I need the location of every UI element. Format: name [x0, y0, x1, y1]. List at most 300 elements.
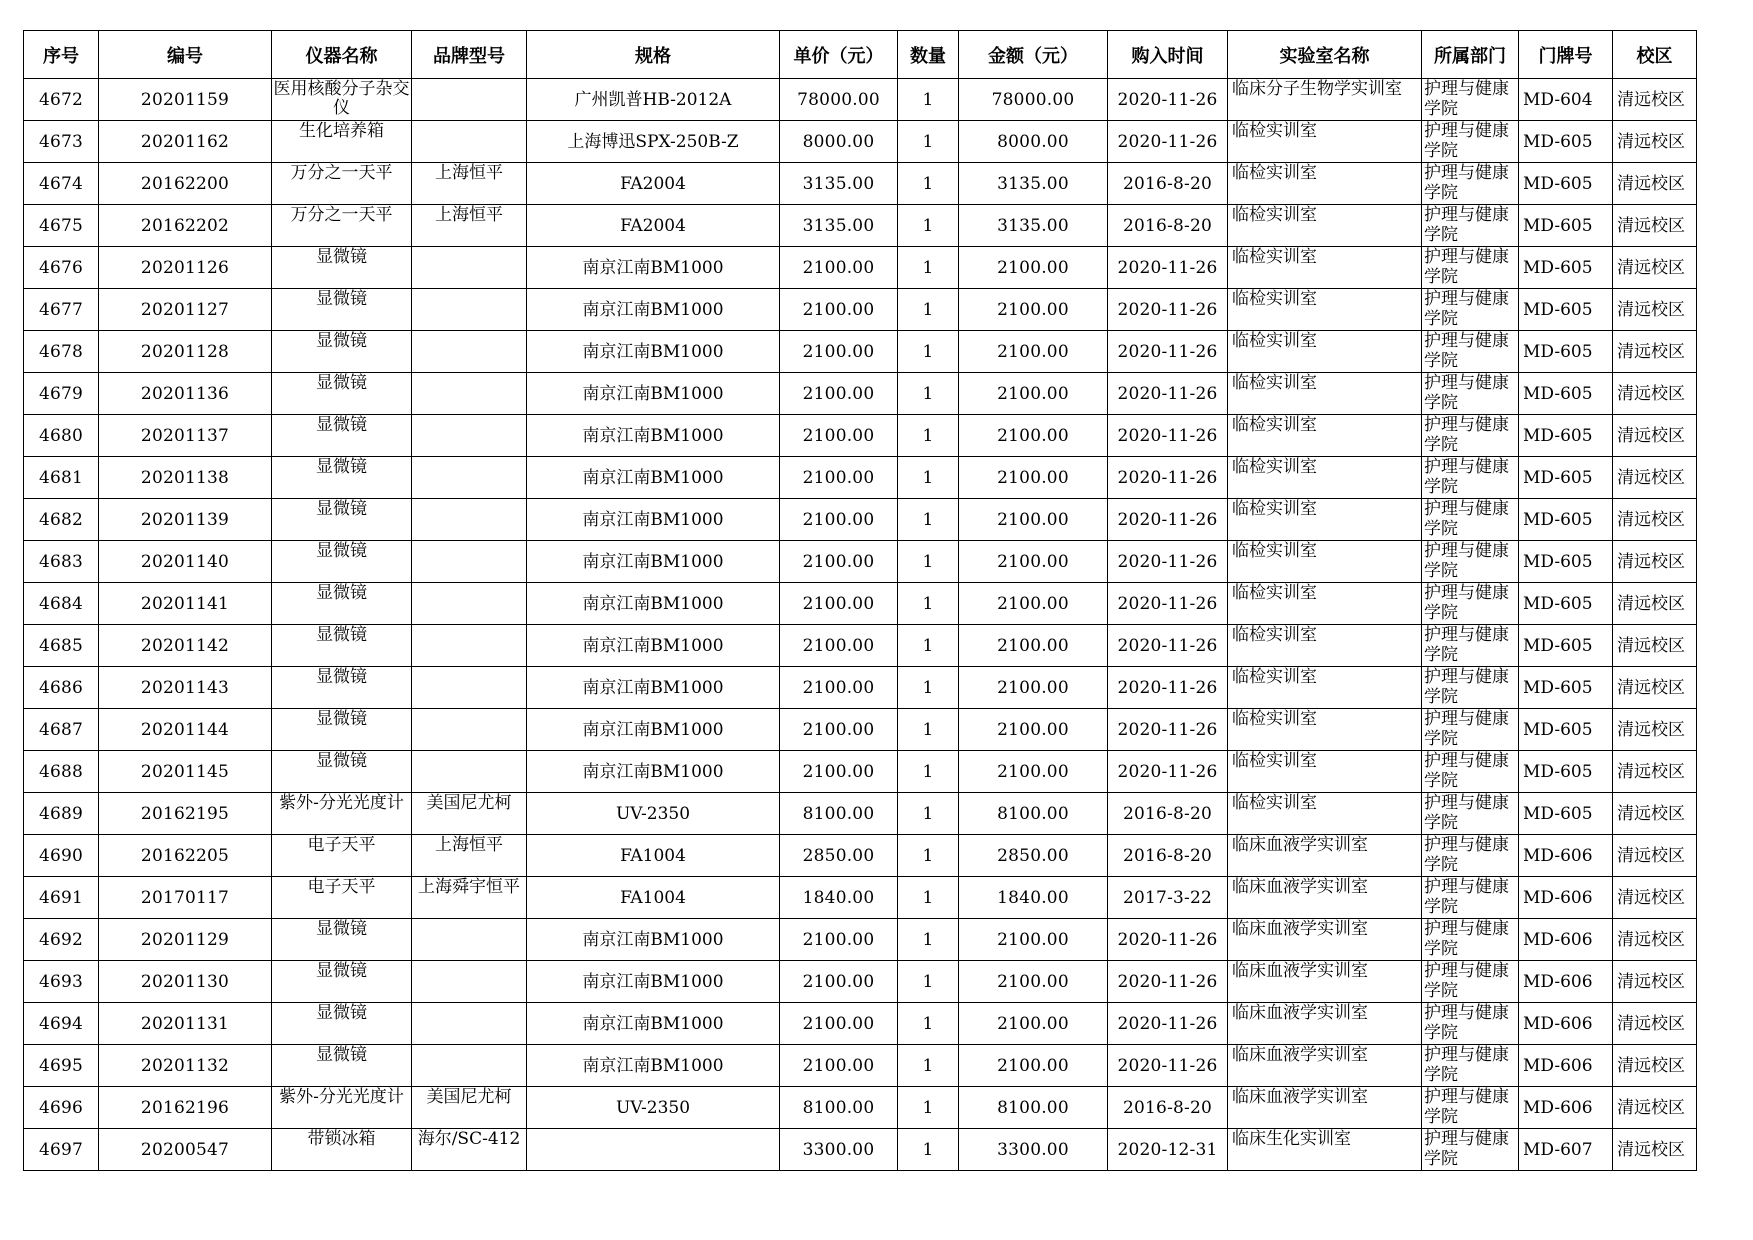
cell-quantity: 1 — [898, 877, 959, 919]
cell-room-number: MD-605 — [1519, 457, 1613, 499]
cell-room-number: MD-605 — [1519, 751, 1613, 793]
cell-unit-price: 2100.00 — [780, 583, 898, 625]
cell-brand-model — [412, 961, 527, 1003]
cell-room-number: MD-606 — [1519, 919, 1613, 961]
cell-text — [412, 289, 526, 330]
cell-text: 护理与健康学院 — [1424, 1129, 1509, 1169]
cell-amount: 2100.00 — [959, 247, 1108, 289]
cell-department — [1422, 1129, 1519, 1171]
cell-instrument-name — [272, 499, 412, 541]
cell-quantity: 1 — [898, 457, 959, 499]
cell-text: 护理与健康学院 — [1424, 751, 1509, 791]
cell-instrument-name — [272, 289, 412, 331]
cell-lab-name — [1228, 457, 1422, 499]
cell-instrument-name — [272, 961, 412, 1003]
cell-code: 20170117 — [99, 877, 272, 919]
cell-amount: 2100.00 — [959, 751, 1108, 793]
cell-department — [1422, 499, 1519, 541]
cell-unit-price: 2100.00 — [780, 289, 898, 331]
cell-code: 20201126 — [99, 247, 272, 289]
cell-room-number: MD-606 — [1519, 835, 1613, 877]
cell-purchase-date: 2020-11-26 — [1108, 247, 1228, 289]
cell-text — [412, 919, 526, 960]
table-row — [24, 289, 1697, 331]
cell-spec: FA1004 — [527, 835, 780, 877]
table-row — [24, 541, 1697, 583]
cell-campus: 清远校区 — [1613, 961, 1697, 1003]
cell-text: 上海恒平 — [435, 205, 503, 225]
cell-code: 20162205 — [99, 835, 272, 877]
cell-index: 4682 — [24, 499, 99, 541]
cell-lab-name — [1228, 205, 1422, 247]
cell-index: 4685 — [24, 625, 99, 667]
cell-campus: 清远校区 — [1613, 373, 1697, 415]
cell-text: 临床生化实训室 — [1232, 1129, 1351, 1149]
table-row — [24, 835, 1697, 877]
cell-quantity: 1 — [898, 499, 959, 541]
cell-unit-price: 8100.00 — [780, 1087, 898, 1129]
cell-text: 显微镜 — [316, 667, 367, 687]
cell-quantity: 1 — [898, 625, 959, 667]
cell-brand-model — [412, 205, 527, 247]
table-row — [24, 751, 1697, 793]
cell-code: 20162202 — [99, 205, 272, 247]
cell-department — [1422, 877, 1519, 919]
cell-text — [412, 331, 526, 372]
cell-code: 20201145 — [99, 751, 272, 793]
cell-campus: 清远校区 — [1613, 1045, 1697, 1087]
cell-department — [1422, 163, 1519, 205]
cell-instrument-name — [272, 1087, 412, 1129]
cell-lab-name — [1228, 961, 1422, 1003]
cell-text: 护理与健康学院 — [1424, 247, 1509, 287]
cell-amount: 2100.00 — [959, 709, 1108, 751]
cell-amount: 2100.00 — [959, 1045, 1108, 1087]
cell-lab-name — [1228, 541, 1422, 583]
cell-brand-model — [412, 877, 527, 919]
cell-text: 显微镜 — [316, 709, 367, 729]
cell-brand-model — [412, 1087, 527, 1129]
cell-text: 上海恒平 — [435, 835, 503, 855]
cell-code: 20201142 — [99, 625, 272, 667]
cell-room-number: MD-606 — [1519, 1003, 1613, 1045]
cell-spec: 南京江南BM1000 — [527, 1045, 780, 1087]
cell-room-number: MD-606 — [1519, 961, 1613, 1003]
cell-brand-model — [412, 583, 527, 625]
inventory-sheet — [23, 30, 1696, 1171]
cell-quantity: 1 — [898, 751, 959, 793]
col-header-purchase-date: 购入时间 — [1108, 31, 1228, 79]
cell-text: 护理与健康学院 — [1424, 835, 1509, 875]
cell-lab-name — [1228, 1087, 1422, 1129]
cell-campus: 清远校区 — [1613, 709, 1697, 751]
cell-amount: 2100.00 — [959, 499, 1108, 541]
cell-room-number: MD-605 — [1519, 709, 1613, 751]
cell-brand-model — [412, 163, 527, 205]
cell-unit-price: 2100.00 — [780, 625, 898, 667]
cell-instrument-name — [272, 751, 412, 793]
cell-text: 显微镜 — [316, 583, 367, 603]
cell-quantity: 1 — [898, 415, 959, 457]
cell-index: 4678 — [24, 331, 99, 373]
cell-amount: 8000.00 — [959, 121, 1108, 163]
table-row — [24, 205, 1697, 247]
table-row — [24, 961, 1697, 1003]
cell-index: 4693 — [24, 961, 99, 1003]
cell-index: 4692 — [24, 919, 99, 961]
cell-quantity: 1 — [898, 331, 959, 373]
cell-department — [1422, 835, 1519, 877]
cell-department — [1422, 415, 1519, 457]
equipment-table — [23, 30, 1697, 1171]
cell-campus: 清远校区 — [1613, 877, 1697, 919]
cell-department — [1422, 79, 1519, 121]
cell-text: 护理与健康学院 — [1424, 163, 1509, 203]
cell-campus: 清远校区 — [1613, 415, 1697, 457]
cell-text: 临床血液学实训室 — [1232, 919, 1368, 939]
cell-department — [1422, 793, 1519, 835]
cell-instrument-name — [272, 457, 412, 499]
cell-amount: 2100.00 — [959, 541, 1108, 583]
cell-unit-price: 2100.00 — [780, 541, 898, 583]
cell-campus: 清远校区 — [1613, 1129, 1697, 1171]
cell-unit-price: 3135.00 — [780, 205, 898, 247]
cell-text: 临床血液学实训室 — [1232, 1087, 1368, 1107]
cell-quantity: 1 — [898, 583, 959, 625]
cell-room-number: MD-605 — [1519, 625, 1613, 667]
cell-text: 显微镜 — [316, 457, 367, 477]
cell-index: 4679 — [24, 373, 99, 415]
table-row — [24, 499, 1697, 541]
cell-text — [412, 1045, 526, 1086]
cell-campus: 清远校区 — [1613, 121, 1697, 163]
cell-code: 20201138 — [99, 457, 272, 499]
cell-brand-model — [412, 457, 527, 499]
cell-lab-name — [1228, 583, 1422, 625]
cell-brand-model — [412, 79, 527, 121]
cell-instrument-name — [272, 1003, 412, 1045]
cell-code: 20201136 — [99, 373, 272, 415]
cell-campus: 清远校区 — [1613, 79, 1697, 121]
cell-department — [1422, 1045, 1519, 1087]
cell-brand-model — [412, 667, 527, 709]
cell-spec: 南京江南BM1000 — [527, 415, 780, 457]
cell-spec: 南京江南BM1000 — [527, 625, 780, 667]
cell-code: 20201162 — [99, 121, 272, 163]
cell-text: 临检实训室 — [1232, 499, 1317, 519]
cell-campus: 清远校区 — [1613, 1003, 1697, 1045]
cell-room-number: MD-605 — [1519, 247, 1613, 289]
cell-index: 4688 — [24, 751, 99, 793]
col-header-code: 编号 — [99, 31, 272, 79]
cell-purchase-date: 2020-11-26 — [1108, 331, 1228, 373]
cell-quantity: 1 — [898, 373, 959, 415]
cell-unit-price: 2100.00 — [780, 751, 898, 793]
cell-instrument-name — [272, 1045, 412, 1087]
col-header-index: 序号 — [24, 31, 99, 79]
cell-text: 临检实训室 — [1232, 541, 1317, 561]
cell-text: 护理与健康学院 — [1424, 541, 1509, 581]
cell-department — [1422, 667, 1519, 709]
cell-quantity: 1 — [898, 1087, 959, 1129]
cell-room-number: MD-605 — [1519, 121, 1613, 163]
cell-lab-name — [1228, 667, 1422, 709]
cell-lab-name — [1228, 373, 1422, 415]
cell-campus: 清远校区 — [1613, 499, 1697, 541]
cell-purchase-date: 2020-11-26 — [1108, 79, 1228, 121]
cell-instrument-name — [272, 583, 412, 625]
cell-text: 临检实训室 — [1232, 205, 1317, 225]
cell-text: 显微镜 — [316, 625, 367, 645]
cell-unit-price: 2100.00 — [780, 373, 898, 415]
cell-campus: 清远校区 — [1613, 919, 1697, 961]
cell-unit-price: 8000.00 — [780, 121, 898, 163]
cell-department — [1422, 709, 1519, 751]
cell-instrument-name — [272, 205, 412, 247]
cell-text: 护理与健康学院 — [1424, 121, 1509, 161]
cell-amount: 3300.00 — [959, 1129, 1108, 1171]
cell-department — [1422, 121, 1519, 163]
cell-text — [412, 1003, 526, 1044]
cell-unit-price: 2100.00 — [780, 919, 898, 961]
cell-spec: 南京江南BM1000 — [527, 919, 780, 961]
cell-room-number: MD-605 — [1519, 541, 1613, 583]
cell-code: 20201141 — [99, 583, 272, 625]
cell-text: 护理与健康学院 — [1424, 793, 1509, 833]
cell-purchase-date: 2016-8-20 — [1108, 793, 1228, 835]
cell-index: 4697 — [24, 1129, 99, 1171]
cell-purchase-date: 2020-11-26 — [1108, 919, 1228, 961]
col-header-amount: 金额（元） — [959, 31, 1108, 79]
cell-index: 4674 — [24, 163, 99, 205]
cell-text: 临床血液学实训室 — [1232, 877, 1368, 897]
cell-text: 显微镜 — [316, 415, 367, 435]
cell-brand-model — [412, 709, 527, 751]
cell-quantity: 1 — [898, 1129, 959, 1171]
cell-department — [1422, 289, 1519, 331]
cell-department — [1422, 205, 1519, 247]
cell-index: 4686 — [24, 667, 99, 709]
cell-purchase-date: 2020-11-26 — [1108, 751, 1228, 793]
cell-department — [1422, 1003, 1519, 1045]
cell-brand-model — [412, 625, 527, 667]
cell-text: 临床分子生物学实训室 — [1232, 79, 1402, 99]
cell-text: 临检实训室 — [1232, 793, 1317, 813]
cell-text — [412, 583, 526, 624]
cell-text: 护理与健康学院 — [1424, 331, 1509, 371]
cell-amount: 2100.00 — [959, 415, 1108, 457]
cell-text — [412, 541, 526, 582]
cell-quantity: 1 — [898, 79, 959, 121]
cell-brand-model — [412, 121, 527, 163]
cell-purchase-date: 2020-11-26 — [1108, 289, 1228, 331]
table-row — [24, 709, 1697, 751]
cell-quantity: 1 — [898, 163, 959, 205]
cell-room-number: MD-606 — [1519, 1045, 1613, 1087]
cell-text: 临检实训室 — [1232, 583, 1317, 603]
cell-text: 临检实训室 — [1232, 247, 1317, 267]
cell-lab-name — [1228, 415, 1422, 457]
cell-campus: 清远校区 — [1613, 793, 1697, 835]
cell-text: 护理与健康学院 — [1424, 877, 1509, 917]
cell-text: 临检实训室 — [1232, 373, 1317, 393]
cell-text — [412, 499, 526, 540]
cell-quantity: 1 — [898, 793, 959, 835]
cell-text: 临床血液学实训室 — [1232, 1003, 1368, 1023]
cell-text: 护理与健康学院 — [1424, 625, 1509, 665]
cell-text: 电子天平 — [307, 835, 376, 855]
cell-unit-price: 3300.00 — [780, 1129, 898, 1171]
cell-lab-name — [1228, 163, 1422, 205]
cell-text: 紫外-分光光度计 — [279, 1087, 404, 1107]
cell-amount: 78000.00 — [959, 79, 1108, 121]
cell-unit-price: 2100.00 — [780, 415, 898, 457]
cell-instrument-name — [272, 919, 412, 961]
cell-purchase-date: 2020-11-26 — [1108, 667, 1228, 709]
cell-spec: UV-2350 — [527, 793, 780, 835]
cell-quantity: 1 — [898, 541, 959, 583]
cell-department — [1422, 1087, 1519, 1129]
cell-index: 4676 — [24, 247, 99, 289]
cell-unit-price: 2100.00 — [780, 667, 898, 709]
cell-brand-model — [412, 331, 527, 373]
cell-amount: 3135.00 — [959, 163, 1108, 205]
cell-campus: 清远校区 — [1613, 541, 1697, 583]
cell-purchase-date: 2020-11-26 — [1108, 709, 1228, 751]
cell-spec: 南京江南BM1000 — [527, 541, 780, 583]
cell-quantity: 1 — [898, 919, 959, 961]
cell-text — [412, 709, 526, 750]
table-row — [24, 247, 1697, 289]
cell-department — [1422, 961, 1519, 1003]
cell-purchase-date: 2020-11-26 — [1108, 961, 1228, 1003]
cell-text: 上海舜宇恒平 — [418, 877, 520, 897]
table-row — [24, 793, 1697, 835]
cell-brand-model — [412, 415, 527, 457]
cell-text: 显微镜 — [316, 289, 367, 309]
cell-lab-name — [1228, 1129, 1422, 1171]
cell-spec: UV-2350 — [527, 1087, 780, 1129]
cell-purchase-date: 2016-8-20 — [1108, 1087, 1228, 1129]
cell-index: 4681 — [24, 457, 99, 499]
cell-amount: 2100.00 — [959, 373, 1108, 415]
cell-code: 20201144 — [99, 709, 272, 751]
cell-room-number: MD-605 — [1519, 373, 1613, 415]
cell-brand-model — [412, 793, 527, 835]
table-row — [24, 625, 1697, 667]
cell-lab-name — [1228, 1045, 1422, 1087]
table-row — [24, 919, 1697, 961]
cell-index: 4696 — [24, 1087, 99, 1129]
cell-brand-model — [412, 835, 527, 877]
table-row — [24, 1129, 1697, 1171]
cell-spec: 南京江南BM1000 — [527, 289, 780, 331]
cell-lab-name — [1228, 751, 1422, 793]
cell-room-number: MD-605 — [1519, 583, 1613, 625]
table-row — [24, 415, 1697, 457]
cell-spec: 南京江南BM1000 — [527, 247, 780, 289]
cell-text: 临床血液学实训室 — [1232, 961, 1368, 981]
cell-text: 临床血液学实训室 — [1232, 835, 1368, 855]
cell-text: 万分之一天平 — [290, 163, 393, 183]
table-row — [24, 1003, 1697, 1045]
cell-unit-price: 78000.00 — [780, 79, 898, 121]
cell-text — [412, 751, 526, 792]
cell-purchase-date: 2020-11-26 — [1108, 1003, 1228, 1045]
cell-text: 护理与健康学院 — [1424, 289, 1509, 329]
cell-quantity: 1 — [898, 205, 959, 247]
cell-department — [1422, 919, 1519, 961]
table-row — [24, 583, 1697, 625]
cell-instrument-name — [272, 121, 412, 163]
cell-code: 20201159 — [99, 79, 272, 121]
cell-spec — [527, 1129, 780, 1171]
cell-index: 4687 — [24, 709, 99, 751]
cell-text: 上海恒平 — [435, 163, 503, 183]
cell-room-number: MD-605 — [1519, 499, 1613, 541]
cell-spec: 南京江南BM1000 — [527, 331, 780, 373]
cell-spec: FA2004 — [527, 163, 780, 205]
cell-amount: 2100.00 — [959, 583, 1108, 625]
cell-brand-model — [412, 1129, 527, 1171]
cell-spec: 南京江南BM1000 — [527, 709, 780, 751]
cell-instrument-name — [272, 877, 412, 919]
cell-room-number: MD-605 — [1519, 331, 1613, 373]
cell-brand-model — [412, 499, 527, 541]
cell-amount: 2100.00 — [959, 331, 1108, 373]
cell-room-number: MD-607 — [1519, 1129, 1613, 1171]
cell-index: 4689 — [24, 793, 99, 835]
cell-quantity: 1 — [898, 289, 959, 331]
table-row — [24, 163, 1697, 205]
cell-lab-name — [1228, 289, 1422, 331]
cell-amount: 8100.00 — [959, 1087, 1108, 1129]
cell-spec: 南京江南BM1000 — [527, 457, 780, 499]
cell-text: 带锁冰箱 — [307, 1129, 376, 1149]
cell-spec: 上海博迅SPX-250B-Z — [527, 121, 780, 163]
col-header-department: 所属部门 — [1422, 31, 1519, 79]
cell-department — [1422, 331, 1519, 373]
cell-text: 护理与健康学院 — [1424, 919, 1509, 959]
cell-amount: 2100.00 — [959, 961, 1108, 1003]
cell-code: 20162195 — [99, 793, 272, 835]
cell-index: 4673 — [24, 121, 99, 163]
cell-instrument-name — [272, 247, 412, 289]
cell-lab-name — [1228, 835, 1422, 877]
table-row — [24, 1087, 1697, 1129]
cell-text: 电子天平 — [307, 877, 376, 897]
cell-spec: 广州凯普HB-2012A — [527, 79, 780, 121]
cell-purchase-date: 2020-11-26 — [1108, 499, 1228, 541]
cell-amount: 8100.00 — [959, 793, 1108, 835]
cell-purchase-date: 2020-12-31 — [1108, 1129, 1228, 1171]
cell-text: 临检实训室 — [1232, 457, 1317, 477]
cell-lab-name — [1228, 79, 1422, 121]
cell-campus: 清远校区 — [1613, 163, 1697, 205]
col-header-brand: 品牌型号 — [412, 31, 527, 79]
cell-room-number: MD-606 — [1519, 1087, 1613, 1129]
cell-lab-name — [1228, 331, 1422, 373]
cell-instrument-name — [272, 625, 412, 667]
cell-text: 护理与健康学院 — [1424, 205, 1509, 245]
cell-purchase-date: 2020-11-26 — [1108, 415, 1228, 457]
cell-purchase-date: 2016-8-20 — [1108, 163, 1228, 205]
cell-campus: 清远校区 — [1613, 289, 1697, 331]
table-row — [24, 1045, 1697, 1087]
cell-text — [412, 247, 526, 288]
cell-text: 显微镜 — [316, 751, 367, 771]
cell-spec: 南京江南BM1000 — [527, 583, 780, 625]
